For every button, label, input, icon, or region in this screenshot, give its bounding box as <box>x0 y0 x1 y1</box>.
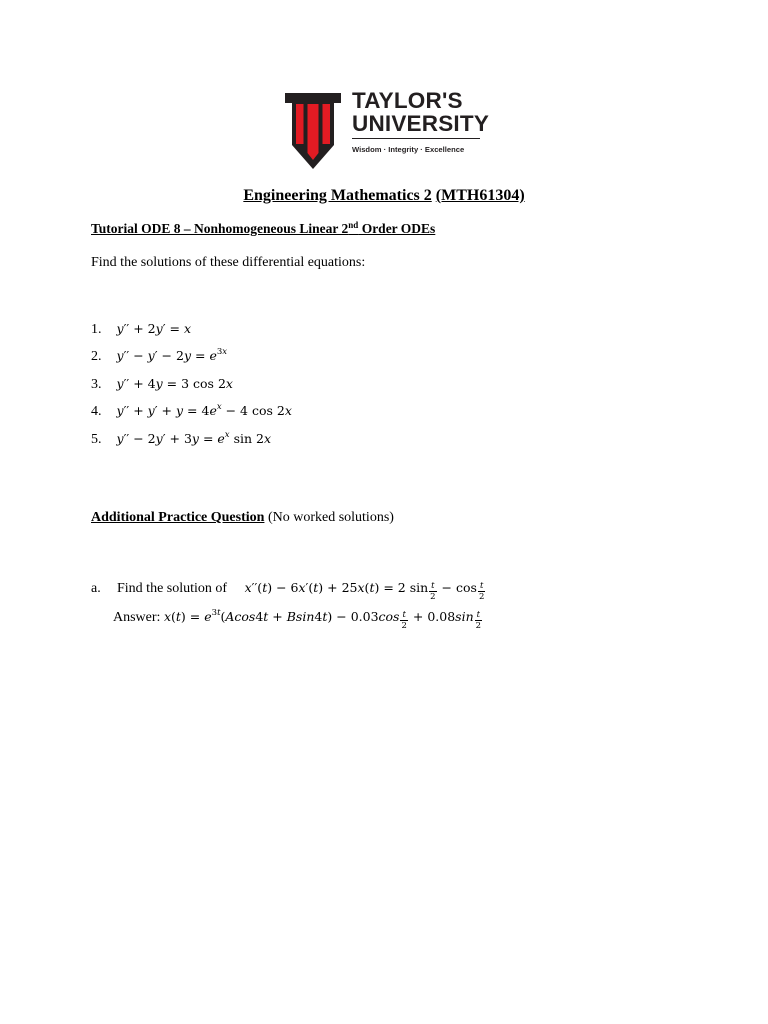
problem-equation: $y'' - y' - 2y = e^{3x}$ <box>116 347 228 363</box>
additional-practice-note: (No worked solutions) <box>264 510 394 525</box>
problem-3 <box>91 376 233 393</box>
problem-number: 1. <box>91 322 102 337</box>
logo-tagline: Wisdom · Integrity · Excellence <box>352 145 465 154</box>
logo-wordmark-line1: TAYLOR'S <box>352 88 463 113</box>
logo-divider <box>352 138 480 139</box>
problem-4 <box>91 403 292 420</box>
tutorial-heading-superscript: nd <box>348 220 359 230</box>
answer-equation: $x(t) = e^{3t}(Acos4t + Bsin4t) - 0.03\cos$ $\frac{t}{2}$ + 0.08sin $\frac{t}{2}$ <box>163 608 482 631</box>
problem-equation: y′′ + 4y = 3 cos 2x <box>116 376 233 391</box>
answer-label: Answer: <box>113 610 164 625</box>
university-logo-mark <box>283 93 343 169</box>
practice-question-a <box>91 580 486 602</box>
additional-practice-heading <box>91 510 394 526</box>
problem-equation: y′′ + 2y′ = x <box>116 321 192 336</box>
question-equation: x′′(t) − 6x′(t) + 25x(t) = 2 sin $\frac{t}{2}$ − cos $\frac{t}{2}$ <box>244 580 485 602</box>
problem-2 <box>91 348 227 365</box>
problem-number: 4. <box>91 404 102 419</box>
instruction-text: Find the solutions of these differential equations: <box>91 255 366 270</box>
tutorial-heading-suffix: Order ODEs <box>358 221 436 236</box>
additional-practice-title: Additional Practice Question <box>91 510 265 525</box>
question-text: Find the solution of <box>117 581 228 596</box>
logo-emblem-icon <box>283 93 343 169</box>
problem-1 <box>91 321 191 338</box>
course-title <box>0 187 768 205</box>
problem-equation: $y'' - 2y' + 3y = e^x$ sin 2x <box>116 430 272 446</box>
course-code: (MTH61304) <box>435 187 525 204</box>
logo-wordmark-line2: UNIVERSITY <box>352 111 490 136</box>
problem-number: 2. <box>91 349 102 364</box>
practice-answer-a <box>113 609 483 631</box>
tutorial-heading <box>91 221 435 237</box>
problem-equation: $y'' + y' + y = 4e^x - 4$ cos 2x <box>116 402 292 418</box>
course-name: Engineering Mathematics 2 <box>243 187 432 204</box>
problem-number: 5. <box>91 432 102 447</box>
tutorial-heading-text: Tutorial ODE 8 – Nonhomogeneous Linear 2 <box>91 221 349 236</box>
problem-5 <box>91 431 271 448</box>
question-label: a. <box>91 581 101 596</box>
problem-number: 3. <box>91 377 102 392</box>
